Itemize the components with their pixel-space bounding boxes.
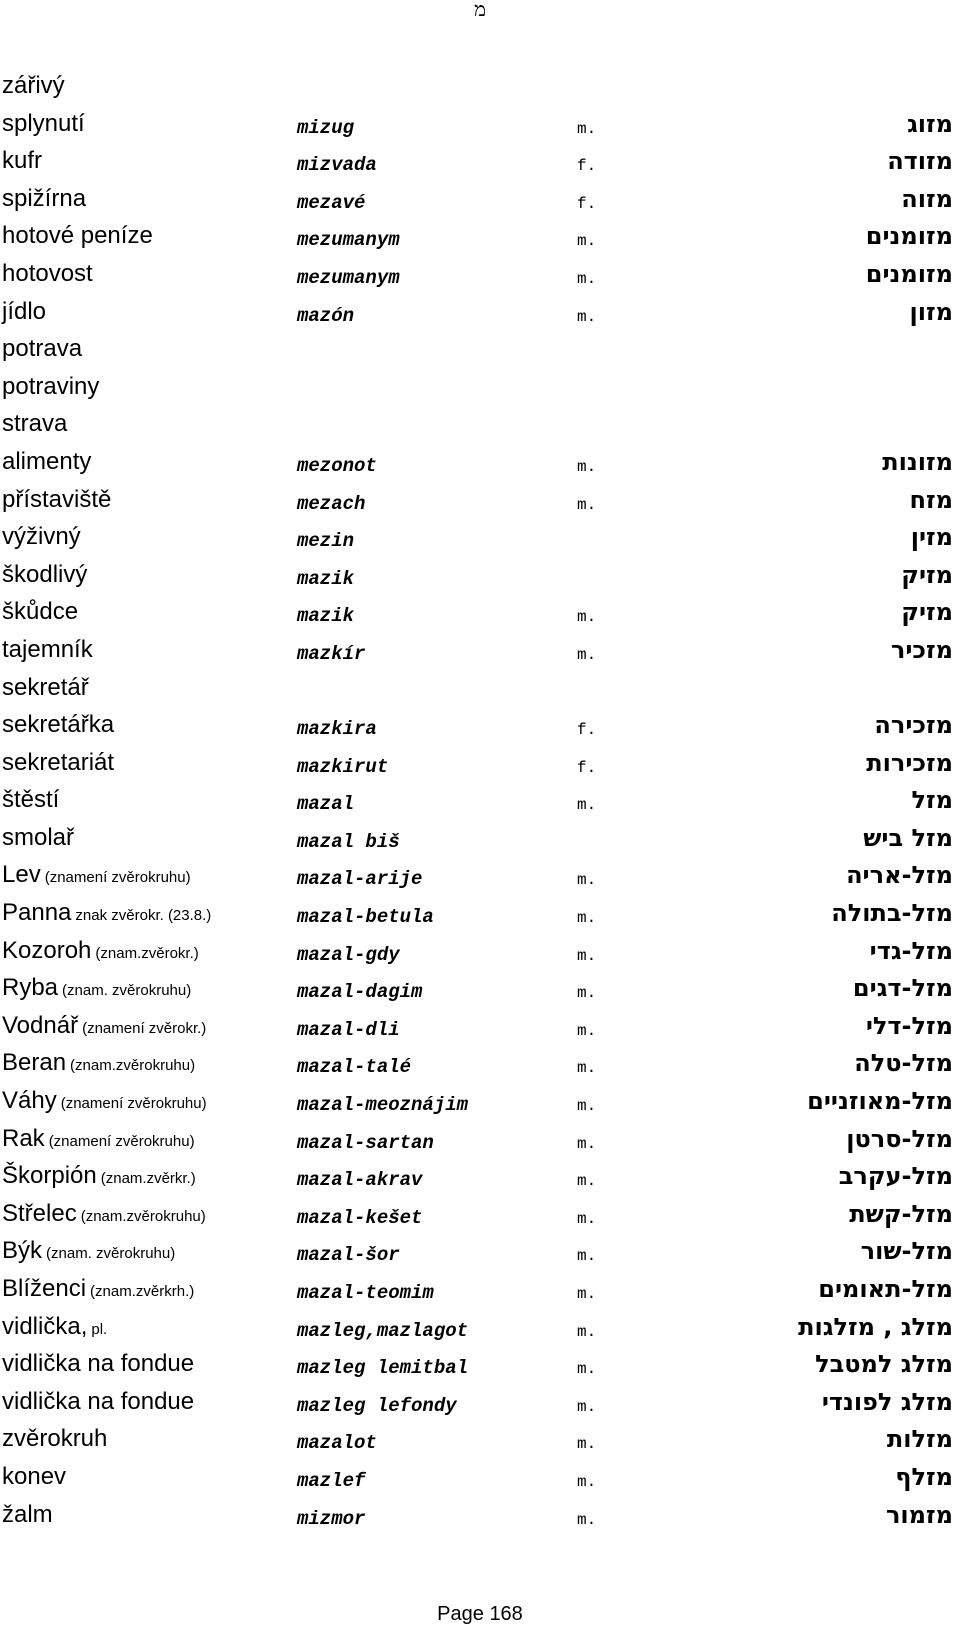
transliteration: mezumanym [297, 229, 400, 252]
czech-term: Rak [2, 1124, 45, 1152]
czech-term: spižírna [2, 184, 87, 212]
transliteration: mazleg lemitbal [297, 1357, 469, 1380]
transliteration: mazal-betula [297, 906, 434, 929]
czech-term-cell [2, 1275, 194, 1306]
czech-term: výživný [2, 523, 81, 551]
grammatical-gender: m. [577, 1360, 597, 1379]
transliteration: mazal-akrav [297, 1169, 423, 1192]
hebrew-term: מזל-בתולה [831, 899, 953, 928]
hebrew-term: מזל ביש [863, 823, 953, 852]
dictionary-entry [0, 331, 960, 369]
hebrew-term: מזח [909, 485, 953, 514]
grammatical-gender: m. [577, 1435, 597, 1454]
czech-term-cell [2, 260, 93, 288]
grammatical-gender: m. [577, 645, 597, 664]
czech-term: sekretář [2, 673, 89, 701]
czech-term-cell [2, 824, 74, 852]
grammatical-gender: m. [577, 1172, 597, 1191]
czech-term-note: (znam.zvěrkrh.) [90, 1283, 195, 1300]
grammatical-gender: m. [577, 871, 597, 890]
dictionary-entry [0, 707, 960, 745]
hebrew-term: מזל-אריה [846, 861, 953, 890]
hebrew-term: מזונות [882, 447, 953, 476]
dictionary-entry [0, 1158, 960, 1196]
dictionary-entry [0, 632, 960, 670]
dictionary-entry [0, 369, 960, 407]
dictionary-entry [0, 782, 960, 820]
hebrew-term: מזלג למטבל [815, 1350, 953, 1379]
transliteration: mazal-arije [297, 868, 423, 891]
czech-term: splynutí [2, 109, 85, 137]
czech-term-cell [2, 222, 153, 250]
transliteration: mazal-teomim [297, 1282, 434, 1304]
transliteration: mezavé [297, 191, 366, 214]
dictionary-entry [0, 1421, 960, 1459]
czech-term: Váhy [2, 1087, 57, 1115]
transliteration: mezach [297, 492, 366, 515]
hebrew-term: מזומנים [865, 259, 953, 288]
grammatical-gender: m. [577, 1247, 597, 1266]
transliteration: mazleg,mazlagot [297, 1319, 469, 1342]
czech-term-note: (znam.zvěrokr.) [95, 944, 199, 962]
page-number: Page 168 [437, 1603, 523, 1625]
czech-term-cell [2, 636, 93, 664]
transliteration: mazal biš [297, 830, 400, 853]
grammatical-gender: m. [577, 946, 597, 965]
hebrew-term: מזון [909, 297, 953, 326]
hebrew-term: מזמור [885, 1500, 953, 1529]
transliteration: mazleg lefondy [297, 1394, 457, 1417]
dictionary-entry [0, 406, 960, 444]
czech-term-cell [2, 486, 111, 514]
czech-term: Střelec [2, 1199, 77, 1227]
czech-term: štěstí [2, 786, 60, 814]
hebrew-term: מזכירות [866, 748, 953, 777]
dictionary-entry [0, 1309, 960, 1347]
transliteration: mazal [297, 793, 355, 816]
grammatical-gender: m. [577, 269, 597, 288]
czech-term: vidlička na fondue [2, 1387, 195, 1415]
hebrew-term: מזכיר [890, 635, 953, 664]
hebrew-term: מזל [911, 786, 953, 815]
hebrew-term: מזודה [887, 147, 953, 176]
czech-term: hotové peníze [2, 222, 153, 250]
czech-term-note: (znam.zvěrkr.) [100, 1170, 196, 1188]
hebrew-term: מזוג [907, 109, 953, 138]
grammatical-gender: m. [577, 1285, 597, 1303]
dictionary-entry-list [0, 68, 960, 1534]
czech-term: Škorpión [2, 1162, 97, 1190]
czech-term-cell [2, 1125, 195, 1156]
grammatical-gender: f. [577, 194, 597, 213]
czech-term-cell [2, 410, 67, 438]
dictionary-entry [0, 106, 960, 144]
transliteration: mazal-sartan [297, 1131, 434, 1154]
page-header-letter: מ [474, 0, 486, 21]
dictionary-entry [0, 1083, 960, 1121]
grammatical-gender: m. [577, 457, 597, 476]
transliteration: mazal-kešet [297, 1206, 423, 1229]
dictionary-entry [0, 256, 960, 294]
czech-term-note: (znam. zvěrokruhu) [46, 1245, 176, 1263]
czech-term-cell [2, 674, 89, 702]
grammatical-gender: m. [577, 232, 597, 251]
czech-term-cell [2, 1350, 194, 1378]
grammatical-gender: m. [577, 1397, 597, 1416]
czech-term-cell [2, 1425, 107, 1453]
czech-term: kufr [2, 147, 43, 175]
czech-term: žalm [2, 1500, 53, 1528]
czech-term-cell [2, 974, 191, 1005]
transliteration: mezumanym [297, 266, 400, 289]
czech-term-cell [2, 72, 65, 100]
czech-term: hotovost [2, 259, 93, 287]
dictionary-entry [0, 1045, 960, 1083]
czech-term: konev [2, 1462, 67, 1490]
hebrew-term: מזל-גדי [869, 936, 953, 965]
czech-term: jídlo [2, 297, 47, 325]
hebrew-term: מזל-תאומים [818, 1275, 953, 1303]
hebrew-term: מזל-עקרב [838, 1162, 953, 1191]
grammatical-gender: m. [577, 119, 597, 138]
hebrew-term: מזין [910, 523, 953, 552]
grammatical-gender: m. [577, 608, 597, 627]
hebrew-term: מזל-דלי [865, 1011, 953, 1040]
dictionary-entry [0, 1459, 960, 1497]
czech-term: Panna [2, 899, 72, 927]
dictionary-entry [0, 557, 960, 595]
czech-term: alimenty [2, 447, 92, 475]
grammatical-gender: m. [577, 495, 597, 514]
transliteration: mazkirut [297, 755, 389, 778]
czech-term-cell [2, 1012, 206, 1043]
dictionary-entry [0, 933, 960, 971]
czech-term-cell [2, 147, 42, 175]
czech-term: Blíženci [2, 1275, 87, 1302]
grammatical-gender: f. [577, 721, 597, 740]
czech-term-cell [2, 786, 59, 814]
dictionary-entry [0, 1121, 960, 1159]
hebrew-term: מזוה [901, 184, 953, 213]
grammatical-gender: m. [577, 1021, 597, 1040]
dictionary-entry [0, 1271, 960, 1309]
grammatical-gender: f. [577, 758, 597, 777]
transliteration: mazal-meoznájim [297, 1094, 469, 1117]
czech-term-cell [2, 1388, 194, 1416]
czech-term: vidlička na fondue [2, 1350, 195, 1378]
dictionary-entry [0, 218, 960, 256]
czech-term-note: (znamení zvěrokruhu) [60, 1095, 207, 1113]
hebrew-term: מזל-דגים [852, 974, 953, 1003]
czech-term-cell [2, 185, 86, 213]
transliteration: mazal-šor [297, 1244, 400, 1267]
czech-term-note: (znamení zvěrokruhu) [44, 869, 191, 887]
hebrew-term: מזיק [901, 598, 953, 627]
czech-term-cell [2, 598, 78, 626]
grammatical-gender: m. [577, 796, 597, 815]
czech-term: zářivý [2, 72, 65, 99]
czech-term-cell [2, 1200, 206, 1231]
czech-term-cell [2, 749, 114, 777]
transliteration: mezonot [297, 454, 377, 477]
czech-term: vidlička, [2, 1312, 88, 1340]
czech-term-cell [2, 1087, 207, 1118]
czech-term: Býk [2, 1237, 43, 1265]
dictionary-entry [0, 519, 960, 557]
transliteration: mazal-talé [297, 1056, 412, 1079]
czech-term: strava [2, 410, 68, 438]
czech-term: zvěrokruh [2, 1425, 108, 1453]
transliteration: mazalot [297, 1432, 377, 1455]
dictionary-entry [0, 1008, 960, 1046]
dictionary-entry [0, 670, 960, 708]
grammatical-gender: m. [577, 1097, 597, 1116]
hebrew-term: מזל-מאוזניים [807, 1087, 953, 1116]
czech-term-cell [2, 937, 199, 968]
transliteration: mazal-dli [297, 1018, 400, 1041]
czech-term: škůdce [2, 598, 79, 626]
czech-term-cell [2, 1237, 175, 1268]
czech-term-cell [2, 335, 82, 363]
transliteration: mazlef [297, 1469, 366, 1492]
czech-term-note: pl. [91, 1320, 108, 1338]
dictionary-entry [0, 294, 960, 332]
transliteration: mizug [297, 116, 355, 139]
dictionary-entry [0, 482, 960, 520]
czech-term-note: (znam.zvěrokruhu) [80, 1207, 206, 1225]
dictionary-entry [0, 1346, 960, 1384]
hebrew-term: מזיק [901, 560, 953, 589]
dictionary-entry [0, 745, 960, 783]
czech-term-cell [2, 861, 191, 892]
czech-term: Ryba [2, 974, 59, 1002]
czech-term: škodlivý [2, 560, 88, 588]
transliteration: mazal-dagim [297, 981, 423, 1004]
dictionary-entry [0, 1196, 960, 1234]
czech-term: Vodnář [2, 1011, 79, 1039]
czech-term-cell [2, 1049, 195, 1080]
transliteration: mizvada [297, 154, 377, 177]
czech-term-cell [2, 448, 91, 476]
czech-term: Beran [2, 1049, 67, 1077]
czech-term: sekretariát [2, 748, 115, 776]
dictionary-entry [0, 820, 960, 858]
czech-term-cell [2, 1313, 107, 1344]
czech-term-cell [2, 1501, 53, 1529]
czech-term-cell [2, 899, 211, 930]
dictionary-entry [0, 1497, 960, 1535]
hebrew-term: מזל-קשת [849, 1199, 953, 1228]
grammatical-gender: f. [577, 157, 597, 176]
grammatical-gender: m. [577, 1472, 597, 1491]
transliteration: mazik [297, 605, 355, 628]
transliteration: mazik [297, 567, 355, 590]
transliteration: mazkira [297, 718, 377, 741]
czech-term: potraviny [2, 372, 100, 400]
czech-term-cell [2, 373, 99, 401]
hebrew-term: מזלג , מזלגות [798, 1312, 953, 1341]
czech-term-cell [2, 298, 46, 326]
grammatical-gender: m. [577, 307, 597, 326]
dictionary-entry [0, 444, 960, 482]
dictionary-entry [0, 143, 960, 181]
transliteration: mizmor [297, 1507, 366, 1530]
hebrew-term: מזלף [895, 1462, 953, 1491]
transliteration: mazkír [297, 642, 366, 665]
dictionary-entry [0, 181, 960, 219]
transliteration: mazal-gdy [297, 943, 400, 966]
czech-term-note: (znamení zvěrokruhu) [48, 1132, 195, 1150]
czech-term-note: (znamení zvěrokr.) [82, 1019, 207, 1037]
grammatical-gender: m. [577, 1322, 597, 1341]
hebrew-term: מזלג לפונדי [821, 1387, 953, 1416]
czech-term-note: (znam. zvěrokruhu) [62, 982, 192, 1000]
czech-term: potrava [2, 335, 83, 363]
czech-term-cell [2, 1463, 66, 1491]
czech-term-cell [2, 711, 114, 739]
czech-term-cell [2, 1162, 196, 1193]
czech-term-note: (znam.zvěrokruhu) [70, 1057, 196, 1075]
dictionary-entry [0, 594, 960, 632]
czech-term: Kozoroh [2, 936, 92, 964]
transliteration: mezin [297, 530, 355, 553]
dictionary-entry [0, 970, 960, 1008]
czech-term: tajemník [2, 635, 93, 663]
transliteration: mazón [297, 304, 355, 327]
dictionary-entry [0, 1384, 960, 1422]
czech-term-cell [2, 523, 81, 551]
hebrew-term: מזל-שור [860, 1237, 953, 1266]
dictionary-entry [0, 857, 960, 895]
czech-term: smolař [2, 823, 75, 851]
czech-term-cell [2, 561, 87, 589]
hebrew-term: מזלות [886, 1425, 953, 1454]
grammatical-gender: m. [577, 1059, 597, 1078]
grammatical-gender: m. [577, 1134, 597, 1153]
dictionary-entry [0, 68, 960, 106]
grammatical-gender: m. [577, 1209, 597, 1228]
hebrew-term: מזכירה [874, 711, 953, 740]
dictionary-entry [0, 895, 960, 933]
grammatical-gender: m. [577, 1510, 597, 1529]
grammatical-gender: m. [577, 909, 597, 928]
czech-term-cell [2, 110, 85, 138]
czech-term-note: znak zvěrokr. (23.8.) [75, 907, 212, 925]
grammatical-gender: m. [577, 984, 597, 1003]
hebrew-term: מזומנים [865, 222, 953, 251]
czech-term: sekretářka [2, 711, 115, 739]
hebrew-term: מזל-סרטן [846, 1124, 953, 1153]
czech-term: Lev [2, 861, 41, 889]
czech-term: přístaviště [2, 485, 112, 513]
dictionary-entry [0, 1233, 960, 1271]
hebrew-term: מזל-טלה [854, 1049, 953, 1078]
